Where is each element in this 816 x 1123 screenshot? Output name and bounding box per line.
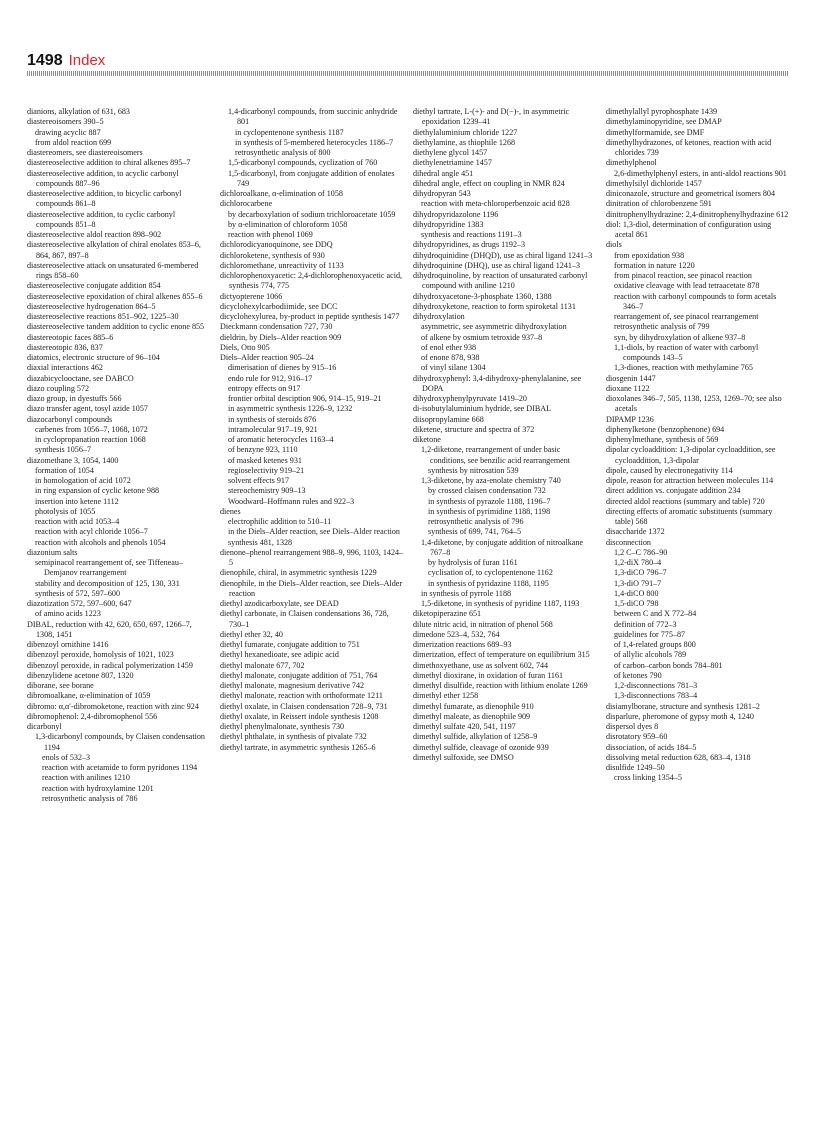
index-entry: disrotatory 959–60 [606, 732, 668, 742]
index-entry: 1,2 C–C 786–90 [614, 547, 668, 557]
page-title: Index [68, 52, 106, 69]
index-entry: dienophile, in the Diels–Alder reaction, see Diels–Alder reaction [220, 578, 403, 598]
index-entry: of vinyl silane 1304 [421, 363, 486, 373]
index-entry: in cyclopropanation reaction 1068 [35, 435, 146, 444]
index-entry: 1,4-dicarbonyl compounds, from succinic anhydride 801 [228, 107, 398, 127]
index-entry: diethylenetriamine 1457 [413, 158, 492, 168]
index-entry: asymmetric, see asymmetric dihydroxylation [421, 322, 567, 332]
index-entry: in ring expansion of cyclic ketone 988 [35, 486, 160, 496]
index-entry: dissolving metal reduction 628, 683–4, 1318 [606, 752, 751, 762]
index-entry: diethyl malonate, reaction with orthoformate 1211 [220, 691, 383, 701]
index-entry: of carbon–carbon bonds 784–801 [614, 660, 723, 670]
index-entry: dihydroquinoline, by reaction of unsaturated carbonyl compound with aniline 1210 [413, 271, 588, 291]
index-entry: diniconazole, structure and geometrical isomers 804 [606, 189, 776, 198]
index-entry: 1,4-diketone, by conjugate addition of nitroalkane 767–8 [421, 537, 584, 557]
index-entry: dibenzoyl peroxide, in radical polymerization 1459 [27, 660, 193, 670]
index-entry: dibenzylidene acetone 807, 1320 [27, 670, 134, 680]
index-entry: dimethoxyethane, use as solvent 602, 744 [413, 660, 549, 670]
index-entry: diastereoselective epoxidation of chiral alkenes 855–6 [27, 291, 203, 301]
index-entry: 1,3-diO 791–7 [614, 578, 662, 588]
index-entry: di-isobutylaluminium hydride, see DIBAL [413, 404, 552, 414]
index-entry: diethyl azodicarboxylate, see DEAD [220, 599, 339, 608]
index-columns [27, 107, 797, 804]
index-entry: diketene, structure and spectra of 372 [413, 424, 535, 434]
index-entry: Woodward–Hoffmann rules and 922–3 [228, 496, 355, 506]
index-entry: diethyl phthalate, in synthesis of pivalate 732 [220, 732, 367, 742]
index-entry: dimethyl sulfide, cleavage of ozonide 939 [413, 742, 549, 752]
index-entry: Dieckmann condensation 727, 730 [220, 322, 333, 332]
index-entry: direct addition vs. conjugate addition 234 [606, 486, 741, 496]
index-column-4 [606, 107, 791, 804]
index-entry: dibenzoyl peroxide, homolysis of 1021, 1023 [27, 650, 174, 660]
index-entry: retrosynthetic analysis of 796 [428, 517, 524, 526]
index-entry: insertion into ketene 1112 [35, 496, 119, 506]
index-entry: directed aldol reactions (summary and table) 720 [606, 496, 765, 506]
index-entry: electrophilic addition to 510–11 [228, 517, 332, 526]
index-entry: from aldol reaction 699 [35, 137, 112, 147]
index-entry: 1,3-diketone, by aza-enolate chemistry 740 [421, 476, 561, 485]
index-entry: dihydroxyacetone-3-phosphate 1360, 1388 [413, 291, 552, 301]
index-entry: Diels, Otto 905 [220, 342, 270, 352]
index-entry: reaction with anilines 1210 [42, 773, 130, 783]
index-entry: diketone [413, 435, 441, 444]
index-entry: reaction with meta-chloroperbenzoic acid 828 [421, 199, 570, 209]
index-entry: diastereoselective addition, to bicyclic carbonyl compounds 861–8 [27, 189, 182, 209]
index-entry: diethyl malonate 677, 702 [220, 660, 305, 670]
index-entry: dihydroxyketone, reaction to form spiroketal 1131 [413, 301, 576, 311]
index-entry: dieldrin, by Diels–Alder reaction 909 [220, 332, 342, 342]
index-entry: diazomethane 3, 1054, 1400 [27, 455, 119, 465]
index-entry: in homologation of acid 1072 [35, 476, 131, 485]
index-entry: in synthesis of pyridazine 1188, 1195 [428, 578, 549, 588]
index-entry: diazabicyclooctane, see DABCO [27, 373, 134, 383]
index-entry: diethyl malonate, magnesium derivative 742 [220, 681, 365, 690]
index-entry: dimerization, effect of temperature on equilibrium 315 [413, 650, 590, 660]
index-entry: diastereotopic faces 885–6 [27, 332, 114, 342]
index-entry: dispersol dyes 8 [606, 722, 659, 731]
index-entry: 1,3-diones, reaction with methylamine 765 [614, 363, 753, 373]
index-entry: of aromatic heterocycles 1163–4 [228, 435, 334, 444]
index-entry: dihydropyridines, as drugs 1192–3 [413, 240, 526, 250]
index-entry: stability and decomposition of 125, 130, 331 [35, 578, 180, 588]
index-entry: diethylene glycol 1457 [413, 148, 488, 157]
index-entry: dianions, alkylation of 631, 683 [27, 107, 130, 116]
index-entry: diastereomers, see diastereoisomers [27, 148, 143, 157]
index-entry: reaction with phenol 1069 [228, 230, 313, 239]
index-entry: 1,1-diols, by reaction of water with carbonyl compounds 143–5 [614, 342, 759, 362]
index-entry: dienes [220, 506, 241, 516]
index-entry: of ketones 790 [614, 670, 662, 680]
index-entry: dimethyl disulfide, reaction with lithium enolate 1269 [413, 681, 588, 690]
index-entry: reaction with carbonyl compounds to form acetals 346–7 [614, 291, 777, 311]
index-entry: disparlure, pheromone of gypsy moth 4, 1240 [606, 711, 754, 721]
index-entry: dimerization reactions 689–93 [413, 640, 512, 649]
index-entry: dihydropyran 543 [413, 189, 471, 198]
index-entry: diethyl oxalate, in Claisen condensation 728–9, 731 [220, 701, 388, 711]
index-entry: diazo coupling 572 [27, 383, 90, 393]
index-entry: endo rule for 912, 916–17 [228, 373, 313, 383]
index-entry: dipolar cycloaddition: 1,3-dipolar cycloaddition, see cycloaddition, 1,3-dipolar [606, 445, 776, 465]
index-entry: diethyl malonate, conjugate addition of 751, 764 [220, 670, 378, 680]
index-entry: diethyl phenylmalonate, synthesis 730 [220, 722, 345, 731]
index-entry: 1,2-disconnections 781–3 [614, 681, 698, 690]
index-entry: diethyl ether 32, 40 [220, 629, 283, 639]
index-entry: between C and X 772–84 [614, 609, 697, 619]
index-entry: dimethyl sulfoxide, see DMSO [413, 752, 514, 762]
index-entry: reaction with acyl chloride 1056–7 [35, 527, 148, 537]
index-entry: dichloromethane, unreactivity of 1133 [220, 260, 344, 270]
index-entry: frontier orbital desciption 906, 914–15, 919–21 [228, 394, 382, 403]
index-entry: by α-elimination of chloroform 1058 [228, 219, 348, 229]
index-entry: DIPAMP 1236 [606, 414, 654, 424]
index-entry: diethyl tartrate, in asymmetric synthesis 1265–6 [220, 742, 376, 752]
index-entry: synthesis by nitrosation 539 [428, 465, 519, 475]
index-entry: photolysis of 1055 [35, 506, 96, 516]
index-entry: dimethylallyl pyrophosphate 1439 [606, 107, 718, 116]
index-entry: retrosynthetic analysis of 800 [235, 148, 331, 157]
index-entry: rearrangement of, see pinacol rearrangement [614, 312, 759, 321]
index-entry: Diels–Alder reaction 905–24 [220, 353, 314, 362]
index-entry: diastereoselective conjugate addition 854 [27, 281, 161, 291]
index-entry: diastereoselective tandem addition to cyclic enone 855 [27, 322, 205, 332]
index-entry: diisopropylamine 668 [413, 414, 484, 424]
index-entry: stereochemistry 909–13 [228, 486, 306, 496]
index-entry: dihydroxyphenyl: 3,4-dihydroxy-phenylalanine, see DOPA [413, 373, 582, 393]
index-entry: diols [606, 240, 622, 250]
index-entry: in cyclopentenone synthesis 1187 [235, 127, 344, 137]
index-entry: diethyl oxalate, in Reissert indole synthesis 1208 [220, 711, 379, 721]
index-entry: dibromoalkane, α-elimination of 1059 [27, 691, 151, 701]
index-entry: synthesis 481, 1328 [228, 537, 293, 547]
index-entry: dilute nitric acid, in nitration of phenol 568 [413, 619, 553, 629]
index-entry: dimerisation of dienes by 915–16 [228, 363, 337, 373]
index-entry: dimethylformamide, see DMF [606, 127, 705, 137]
index-entry: disulfide 1249–50 [606, 763, 665, 772]
index-entry: dihydroquinidine (DHQD), use as chiral ligand 1241–3 [413, 250, 593, 260]
index-entry: dihedral angle, effect on coupling in NMR 824 [413, 178, 565, 188]
index-entry: in synthesis of pyrrole 1188 [421, 588, 512, 598]
index-entry: 1,2-diketone, rearrangement of under basic conditions, see benzilic acid rearrangement [421, 445, 571, 465]
index-entry: dicyclohexylcarbodiimide, see DCC [220, 301, 338, 311]
index-entry: diazonium salts [27, 547, 78, 557]
index-entry: 1,3-dicarbonyl compounds, by Claisen condensation 1194 [35, 732, 205, 752]
index-entry: reaction with acid 1053–4 [35, 517, 120, 526]
index-entry: dimethylhydrazones, of ketones, reaction with acid chlorides 739 [606, 137, 772, 157]
index-entry: diazocarbonyl compounds [27, 414, 113, 424]
index-entry: dioxolanes 346–7, 505, 1138, 1253, 1269–70; see also acetals [606, 394, 782, 414]
index-entry: by decarboxylation of sodium trichloroacetate 1059 [228, 209, 396, 219]
index-entry: 2,6-dimethylphenyl esters, in anti-aldol reactions 901 [614, 168, 787, 178]
index-entry: dienophile, chiral, in asymmetric synthesis 1229 [220, 568, 377, 578]
index-entry: carbenes from 1056–7, 1068, 1072 [35, 424, 148, 434]
index-entry: diazo transfer agent, tosyl azide 1057 [27, 404, 148, 414]
index-entry: diastereotopic 836, 837 [27, 342, 103, 352]
index-entry: by crossed claisen condensation 732 [428, 486, 546, 496]
index-entry: formation of 1054 [35, 465, 94, 475]
index-entry: dimethylphenol [606, 158, 657, 168]
index-entry: diastereoselective alkylation of chiral enolates 853–6, 864, 867, 897–8 [27, 240, 201, 260]
index-entry: in the Diels–Alder reaction, see Diels–Alder reaction [228, 527, 400, 537]
index-column-3 [413, 107, 598, 804]
index-entry: syn, by dihydroxylation of alkene 937–8 [614, 332, 746, 342]
index-entry: dienone–phenol rearrangement 988–9, 996, 1103, 1424–5 [220, 547, 404, 567]
index-entry: disconnection [606, 537, 651, 547]
index-entry: 1,3-diCO 796–7 [614, 568, 667, 578]
index-entry: reaction with acetamide to form pyridones 1194 [42, 763, 198, 772]
index-entry: diethyl carbonate, in Claisen condensations 36, 728, 730–1 [220, 609, 389, 629]
index-entry: diastereoselective aldol reaction 898–902 [27, 230, 162, 239]
index-entry: in synthesis of steroids 876 [228, 414, 317, 424]
index-entry: of enol ether 938 [421, 342, 477, 352]
index-entry: of 1,4-related groups 800 [614, 640, 696, 649]
index-entry: dicarbonyl [27, 722, 62, 731]
index-entry: diphenylmethane, synthesis of 569 [606, 435, 719, 444]
index-entry: dimethyl maleate, as dienophile 909 [413, 711, 531, 721]
index-entry: dimethyl sulfate 420, 541, 1197 [413, 722, 516, 731]
header-rule [27, 71, 789, 76]
index-entry: 1,5-dicarbonyl compounds, cyclization of 760 [228, 158, 378, 168]
index-entry: reaction with alcohols and phenols 1054 [35, 537, 166, 547]
index-entry: diborane, see borane [27, 681, 94, 690]
index-entry: dioxane 1122 [606, 383, 650, 393]
index-entry: formation in nature 1220 [614, 260, 695, 270]
index-entry: diatomics, electronic structure of 96–104 [27, 353, 160, 362]
index-entry: dissociation, of acids 184–5 [606, 742, 697, 752]
index-entry: 1,5-dicarbonyl, from conjugate addition of enolates 749 [228, 168, 395, 188]
index-entry: DIBAL, reduction with 42, 620, 650, 697, 1266–7, 1308, 1451 [27, 619, 192, 639]
index-entry: definition of 772–3 [614, 619, 677, 629]
index-entry: dibenzoyl ornithine 1416 [27, 640, 109, 649]
index-entry: diethyl fumarate, conjugate addition to 751 [220, 640, 360, 649]
index-entry: dicyclohexylurea, by-product in peptide synthesis 1477 [220, 312, 400, 321]
index-entry: retrosynthetic analysis of 786 [42, 793, 138, 803]
page-header [27, 52, 105, 70]
index-entry: in synthesis of pyrimidine 1188, 1198 [428, 506, 551, 516]
index-entry: dipole, caused by electronegativity 114 [606, 465, 733, 475]
index-entry: dimethyl fumarate, as dienophile 910 [413, 701, 534, 711]
index-entry: dinitration of chlorobenzene 591 [606, 199, 712, 209]
index-entry: diastereoselective attack on unsaturated 6-membered rings 858–60 [27, 260, 199, 280]
index-entry: oxidative cleavage with lead tetraacetate 878 [614, 281, 760, 291]
index-entry: diazotization 572, 597–600, 647 [27, 599, 132, 608]
index-entry: 1,3-disconnections 783–4 [614, 691, 698, 701]
index-entry: dichlorodicyanoquinone, see DDQ [220, 240, 333, 250]
index-entry: cyclisation of, to cyclopentenone 1162 [428, 568, 553, 578]
index-entry: dihydropyridazolone 1196 [413, 209, 499, 219]
index-entry: 1,2-diX 780–4 [614, 558, 662, 567]
index-entry: dichloroalkane, α-elimination of 1058 [220, 189, 343, 198]
index-entry: dihydroquinine (DHQ), use as chiral ligand 1241–3 [413, 260, 581, 270]
index-entry: diaxial interactions 462 [27, 363, 103, 373]
index-entry: diphenylketone (benzophenone) 694 [606, 424, 725, 434]
index-entry: reaction with hydroxylamine 1201 [42, 783, 154, 793]
index-entry: disiamylborane, structure and synthesis 1281–2 [606, 701, 760, 711]
index-entry: 1,5-diketone, in synthesis of pyridine 1187, 1193 [421, 599, 580, 608]
index-entry: disaccharide 1372 [606, 527, 665, 537]
index-entry: drawing acyclic 887 [35, 127, 101, 137]
index-entry: dimethylsilyl dichloride 1457 [606, 178, 702, 188]
index-entry: entropy effects on 917 [228, 383, 301, 393]
index-entry: of benzyne 923, 1110 [228, 445, 298, 455]
index-entry: synthesis of 572, 597–600 [35, 588, 120, 598]
index-entry: enols of 532–3 [42, 752, 91, 762]
index-entry: 1,4-diCO 800 [614, 588, 659, 598]
index-entry: from epoxidation 938 [614, 250, 685, 260]
index-entry: diethyl tartrate, L-(+)- and D(−)-, in asymmetric epoxidation 1239–41 [413, 107, 570, 127]
index-entry: diastereoselective addition to chiral alkenes 895–7 [27, 158, 191, 168]
index-entry: diosgenin 1447 [606, 373, 656, 383]
index-entry: diastereoisomers 390–5 [27, 117, 104, 127]
index-entry: synthesis and reactions 1191–3 [421, 230, 522, 239]
index-entry: directing effects of aromatic substituents (summary table) 568 [606, 506, 773, 526]
index-entry: semipinacol rearrangement of, see Tiffeneau–Demjanov rearrangement [35, 558, 183, 578]
index-entry: dihydroxyphenylpyruvate 1419–20 [413, 394, 527, 403]
index-entry: diastereoselective addition, to acyclic carbonyl compounds 887–96 [27, 168, 179, 188]
index-entry: diazo group, in dyestuffs 566 [27, 394, 122, 403]
index-entry: dihedral angle 451 [413, 168, 474, 178]
index-entry: dimethylaminopyridine, see DMAP [606, 117, 722, 127]
index-entry: 1,5-diCO 798 [614, 599, 659, 608]
index-entry: guidelines for 775–87 [614, 629, 686, 639]
index-entry: retrosynthetic analysis of 799 [614, 322, 710, 332]
index-entry: diastereoselective reactions 851–902, 1225–30 [27, 312, 179, 321]
index-column-1 [27, 107, 212, 804]
index-entry: dictyopterene 1066 [220, 291, 283, 301]
index-entry: dihydropyridine 1383 [413, 219, 484, 229]
index-entry: dihydroxylation [413, 312, 465, 321]
index-entry: diethylaluminium chloride 1227 [413, 127, 518, 137]
index-entry: cross linking 1354–5 [614, 773, 682, 783]
index-entry: dichlorophenoxyacetic: 2,4-dichlorophenoxyacetic acid, synthesis 774, 775 [220, 271, 403, 291]
index-entry: of amino acids 1223 [35, 609, 101, 619]
index-entry: dibromo: α,α′-dibromoketone, reaction with zinc 924 [27, 701, 199, 711]
index-entry: of allylic alcohols 789 [614, 650, 687, 660]
index-entry: dichloroketene, synthesis of 930 [220, 250, 325, 260]
index-column-2 [220, 107, 405, 804]
index-entry: by hydrolysis of furan 1161 [428, 558, 518, 567]
index-entry: synthesis of 699, 741, 764–5 [428, 527, 522, 537]
index-entry: in asymmetric synthesis 1226–9, 1232 [228, 404, 353, 414]
index-entry: diketopiperazine 651 [413, 609, 482, 619]
index-entry: synthesis 1056–7 [35, 445, 91, 455]
index-entry: diol: 1,3-diol, determination of configuration using acetal 861 [606, 219, 772, 239]
index-entry: diastereoselective addition, to cyclic carbonyl compounds 851–8 [27, 209, 176, 229]
index-entry: from pinacol reaction, see pinacol reaction [614, 271, 752, 280]
index-entry: dichlorocarbene [220, 199, 273, 209]
index-entry: dimethyl ether 1258 [413, 691, 479, 701]
index-entry: dipole, reason for attraction between molecules 114 [606, 476, 774, 485]
index-entry: diethylamine, as thiophile 1268 [413, 137, 516, 147]
index-entry: of masked ketenes 931 [228, 455, 302, 465]
index-entry: in synthesis of pyrazole 1188, 1196–7 [428, 496, 551, 506]
index-entry: dibromophenol: 2,4-dibromophenol 556 [27, 711, 158, 721]
index-entry: of enone 878, 938 [421, 353, 480, 362]
index-entry: diethyl hexanedioate, see adipic acid [220, 650, 339, 660]
index-entry: solvent effects 917 [228, 476, 289, 485]
index-entry: diastereoselective hydrogenation 864–5 [27, 301, 156, 311]
index-entry: dimethyl dioxirane, in oxidation of furan 1161 [413, 670, 564, 680]
index-entry: dimethyl sulfide, alkylation of 1258–9 [413, 732, 538, 742]
index-entry: intramolecular 917–19, 921 [228, 424, 318, 434]
page-number: 1498 [27, 52, 63, 69]
index-entry: dimedone 523–4, 532, 764 [413, 629, 500, 639]
index-entry: in synthesis of 5-membered heterocycles 1186–7 [235, 137, 394, 147]
index-entry: dinitrophenylhydrazine: 2,4-dinitrophenylhydrazine 612 [606, 209, 789, 219]
index-entry: of alkene by osmium tetroxide 937–8 [421, 332, 543, 342]
index-entry: regioselectivity 919–21 [228, 465, 305, 475]
